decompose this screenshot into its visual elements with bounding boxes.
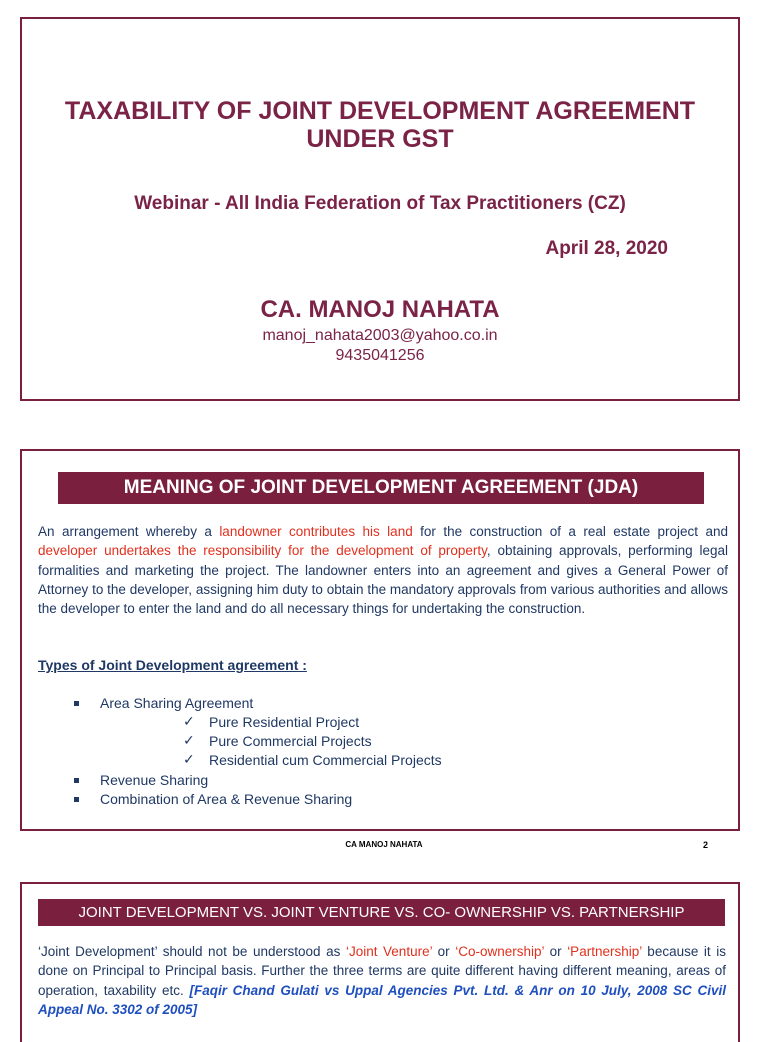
slide-page-number: 2 (703, 840, 709, 850)
checkmark-icon: ✓ (183, 751, 195, 767)
presentation-title (22, 97, 738, 153)
slide-heading-banner: JOINT DEVELOPMENT VS. JOINT VENTURE VS. CO- OWNERSHIP VS. PARTNERSHIP (38, 899, 725, 926)
slide-footer-author: CA MANOJ NAHATA (345, 840, 423, 849)
list-item (100, 772, 208, 788)
author-email[interactable]: manoj_nahata2003@yahoo.co.in (262, 327, 498, 344)
case-citation: [Faqir Chand Gulati vs Uppal Agencies Pvt. Ltd. & Anr on 10 July, 2008 SC Civil Appeal No. 3302 of 2005] (38, 982, 726, 1017)
para-highlight: landowner contributes his land (219, 524, 413, 539)
sub-list-item-label: Pure Commercial Projects (209, 733, 372, 749)
comparison-slide (20, 882, 740, 1042)
sub-list-item (183, 713, 360, 730)
list-item (100, 791, 352, 807)
presentation-date: April 28, 2020 (545, 238, 668, 259)
para-text: An arrangement whereby a (38, 524, 220, 539)
para-highlight: ‘Joint Venture’ (345, 944, 433, 959)
para-text: because it is done on Principal to Principal basis. Further the three terms are quite different having different meaning, areas of operation, taxability etc. (38, 944, 726, 998)
para-highlight: ‘Co-ownership’ (455, 944, 545, 959)
list-item-label: Area Sharing Agreement (100, 695, 254, 711)
author-phone: 9435041256 (335, 347, 425, 364)
title-line-1: TAXABILITY OF JOINT DEVELOPMENT AGREEMENT (64, 97, 696, 125)
para-highlight: ‘Partnership’ (567, 944, 642, 959)
para-text: ‘Joint Development’ should not be understood as (38, 944, 346, 959)
webinar-subtitle: Webinar - All India Federation of Tax Practitioners (CZ) (134, 193, 626, 214)
para-text: or (432, 944, 456, 959)
sub-list-item (183, 751, 442, 768)
title-slide (20, 17, 740, 401)
para-highlight: developer undertakes the responsibility for the development of property (38, 543, 487, 559)
checkmark-icon: ✓ (183, 732, 195, 748)
para-text: for the construction of a real estate project and (412, 524, 728, 539)
checkmark-icon: ✓ (183, 713, 195, 729)
square-bullet-icon (74, 778, 79, 783)
title-line-2: UNDER GST (306, 125, 454, 153)
jda-meaning-slide (20, 449, 740, 831)
sub-list-item-label: Pure Residential Project (209, 714, 360, 730)
sub-list-item (183, 732, 372, 749)
list-item-label: Revenue Sharing (100, 772, 209, 788)
sub-list-item-label: Residential cum Commercial Projects (209, 752, 442, 768)
list-item (100, 695, 253, 711)
types-heading: Types of Joint Development agreement : (38, 657, 307, 673)
para-text: or (544, 944, 568, 959)
slide-heading-banner: MEANING OF JOINT DEVELOPMENT AGREEMENT (JDA) (58, 472, 704, 504)
author-name: CA. MANOJ NAHATA (260, 296, 500, 323)
square-bullet-icon (74, 701, 79, 706)
jda-definition-paragraph (38, 522, 728, 618)
comparison-paragraph (38, 942, 726, 1019)
para-text: , obtaining approvals, performing legal formalities and marketing the project. The landowner enters into an agreement and gives a General Power of Attorney to the developer, assigning him duty to obtain the mandatory approvals from various authorities and allows the developer to enter the land and do all necessary things for undertaking the construction. (38, 543, 728, 617)
square-bullet-icon (74, 797, 79, 802)
list-item-label: Combination of Area & Revenue Sharing (100, 791, 353, 807)
